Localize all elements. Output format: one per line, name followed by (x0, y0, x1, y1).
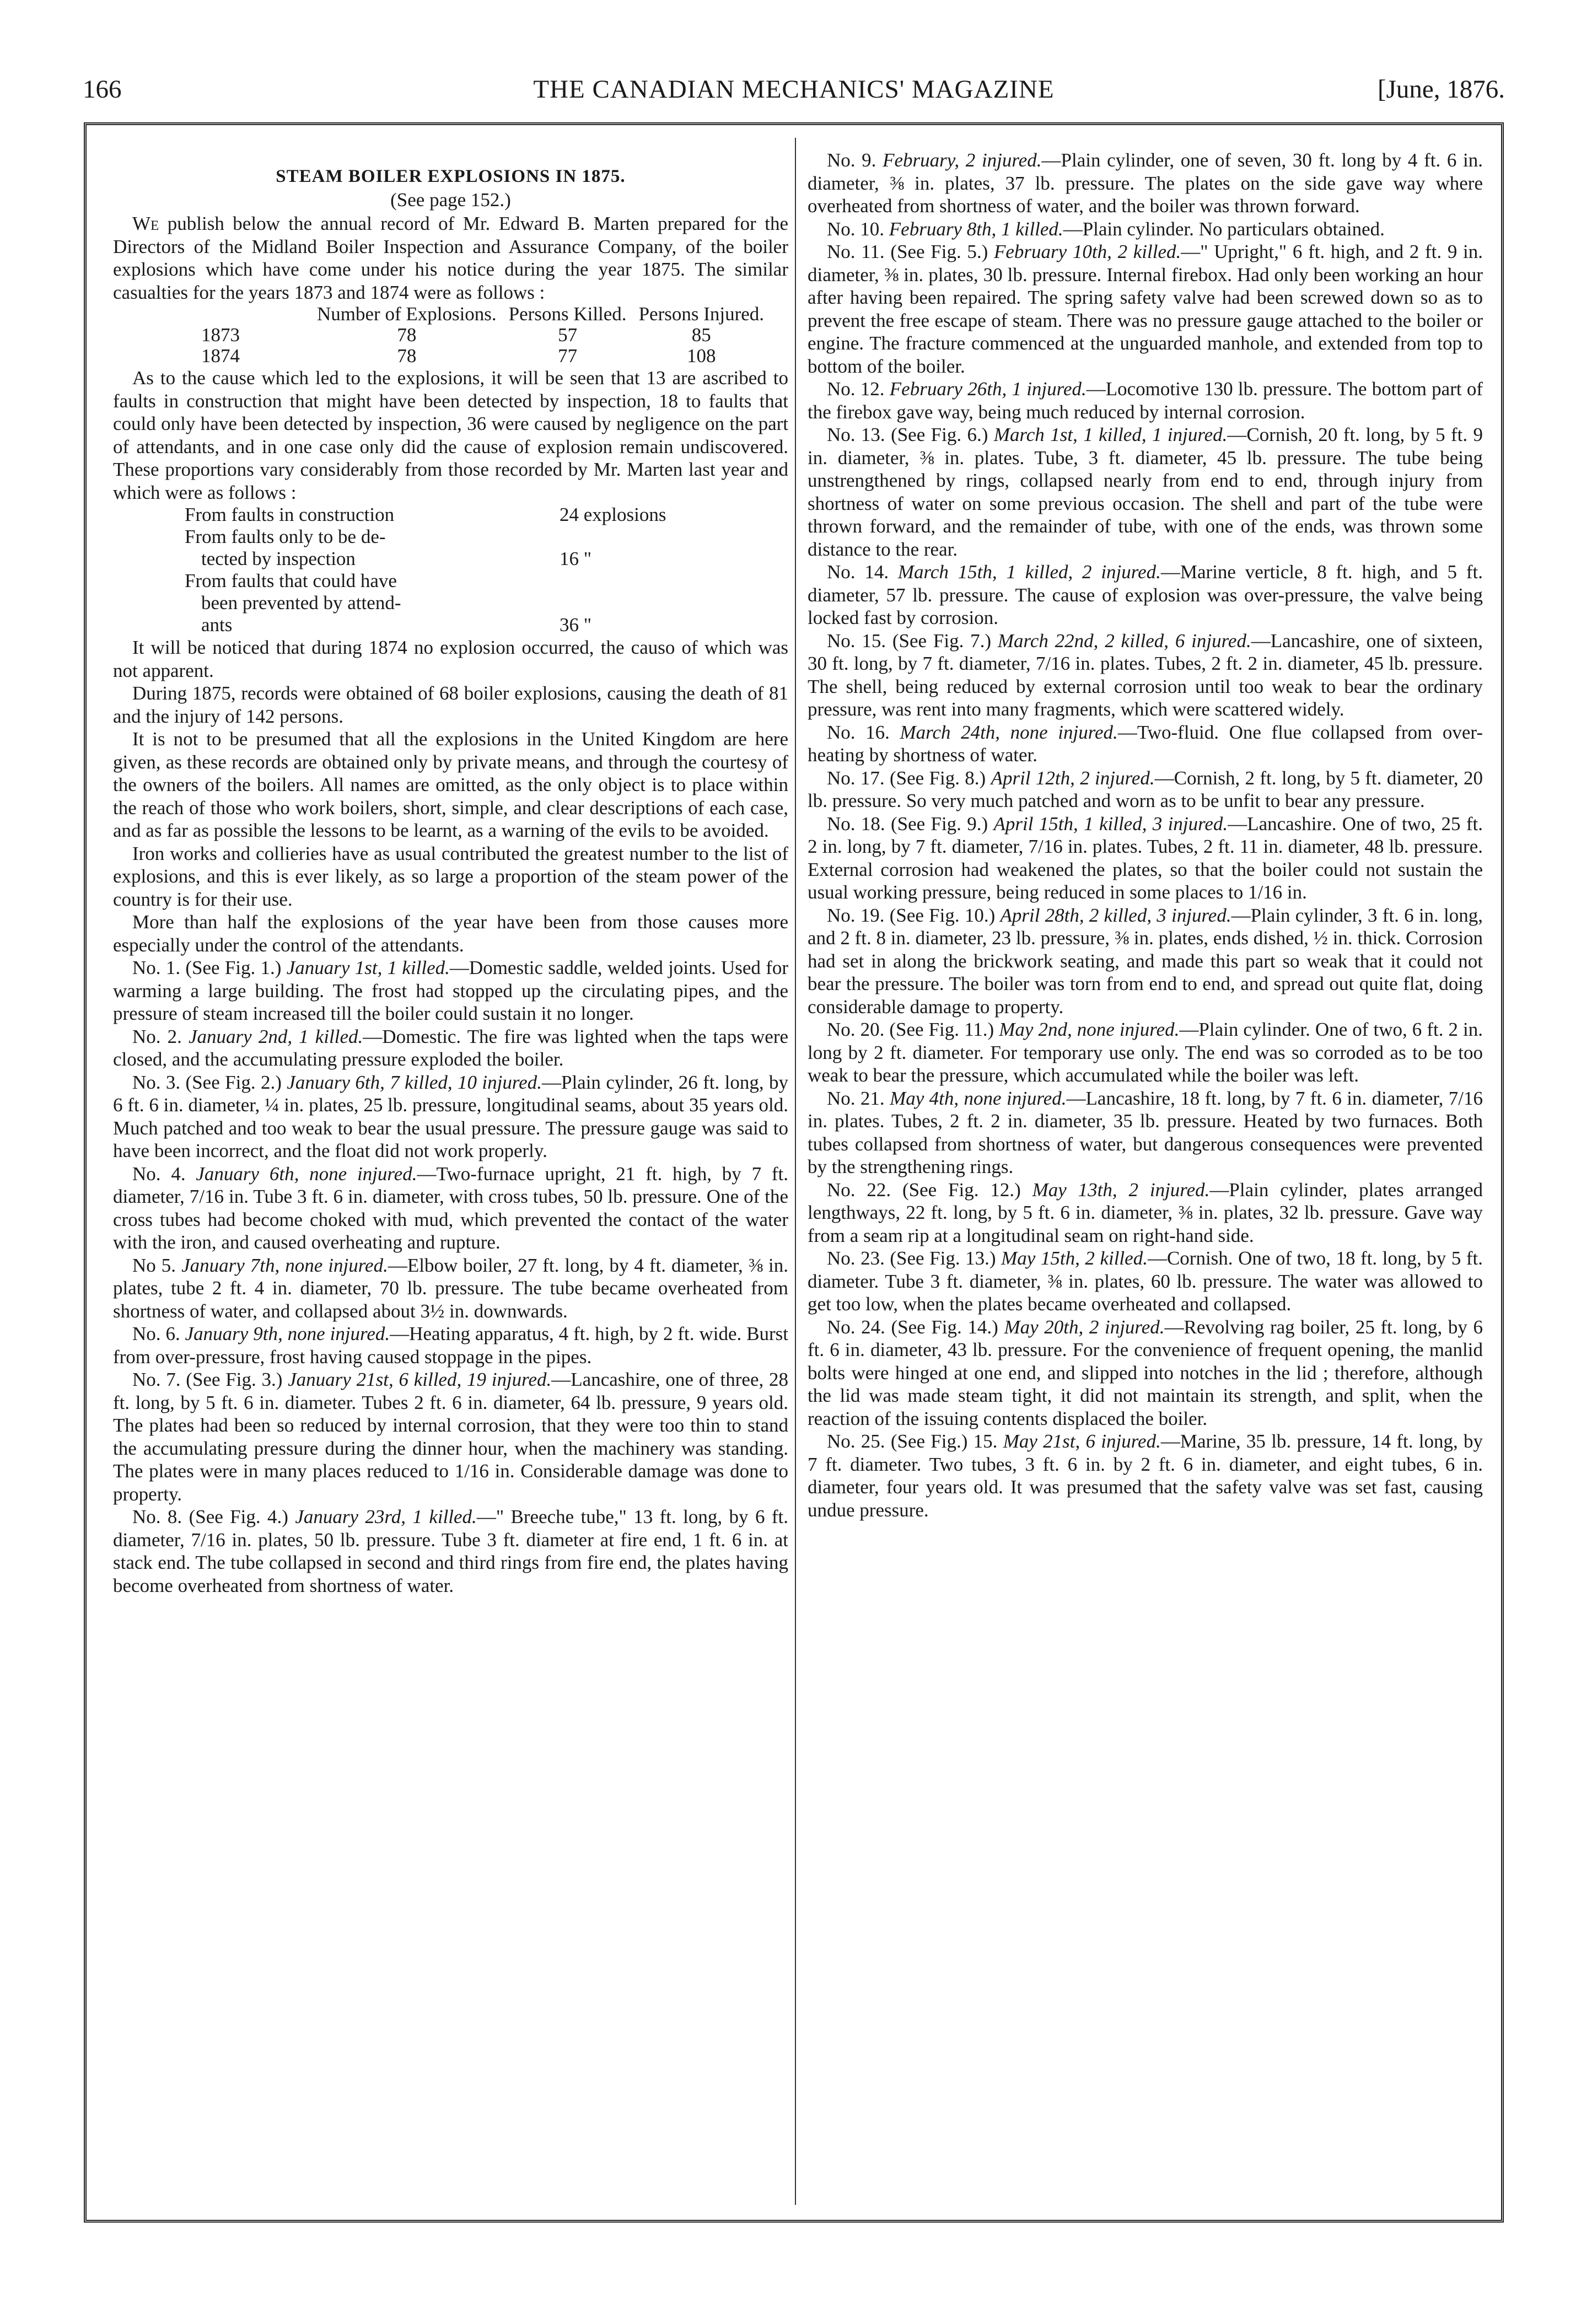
case-date-casualties: March 1st, 1 killed, 1 injured. (993, 424, 1228, 445)
case-entry (808, 813, 1483, 904)
case-entry (113, 1163, 788, 1254)
case-entry (113, 1071, 788, 1163)
case-number: No. 20. (See Fig. 11.) (827, 1019, 994, 1040)
cause-paragraph: As to the cause which led to the explosions, it will be seen that 13 are ascribed to faults in construction that might have been detected by inspection, 18 to faults that could only have been detected by inspection, 36 were caused by negligence on the part of attendants, and in one case only did the cause of explosion remain undiscovered. These proportions vary considerably from those recorded by Mr. Marten last year and which were as follows : (113, 367, 788, 503)
case-entry (808, 721, 1483, 767)
case-number: No. 1. (See Fig. 1.) (132, 957, 282, 978)
stats-header: Number of Explosions. (317, 303, 497, 325)
case-date-casualties: January 9th, none injured. (185, 1323, 390, 1344)
case-entry (113, 1322, 788, 1368)
stats-header: Persons Injured. (638, 303, 765, 325)
stats-killed: 57 (558, 324, 578, 346)
stats-killed: 77 (558, 345, 578, 367)
case-number: No. 25. (See Fig.) 15. (827, 1430, 998, 1452)
causes-row (185, 570, 666, 636)
case-number: No. 9. (827, 149, 876, 171)
case-number: No. 21. (827, 1087, 885, 1109)
stats-explosions: 78 (397, 345, 417, 367)
case-number: No. 11. (See Fig. 5.) (827, 241, 988, 262)
cause-label-line: ants (201, 614, 233, 636)
case-date-casualties: May 13th, 2 injured. (1032, 1179, 1210, 1201)
case-number: No. 19. (See Fig. 10.) (827, 904, 996, 926)
case-entry (808, 218, 1483, 241)
case-description: —Lancashire, 18 ft. long, by 7 ft. 6 in. diameter, 7/16 in. plates. Tubes, 2 ft. 2 in. diameter, 35 lb. pressure. Heated by two furnaces. Both tubes collapsed from shortness of water, but dangerous consequences were prevented by the strengthening rings. (808, 1087, 1483, 1177)
case-description: —Plain cylinder, one of seven, 30 ft. long by 4 ft. 6 in. diameter, ⅜ in. plates, 37 lb. pressure. The plates on the side gave way where overheated from shortness of water, and the boiler was thrown forward. (808, 149, 1483, 217)
case-entry (808, 240, 1483, 378)
column-divider (795, 138, 796, 2205)
stats-header: Persons Killed. (508, 303, 627, 325)
case-description: —Plain cylinder, 3 ft. 6 in. long, and 2 ft. 8 in. diameter, 23 lb. pressure, ⅜ in. plates, ends dished, ½ in. thick. Corrosion had set in along the brickwork seating, and made this part so weak that it could not bear the pressure. The boiler was torn from end to end, and spread out quite flat, doing considerable damage to property. (808, 904, 1483, 1018)
case-entry (808, 1430, 1483, 1521)
case-number: No. 7. (See Fig. 3.) (132, 1369, 283, 1390)
case-date-casualties: January 23rd, 1 killed. (295, 1506, 477, 1527)
case-description: —Plain cylinder, 26 ft. long, by 6 ft. 6 in. diameter, ¼ in. plates, 25 lb. pressure, longitudinal seams, about 35 years old. Much patched and too weak to bear the usual pressure. The pressure gauge was said to have been incorrect, and the float did not work properly. (113, 1071, 789, 1161)
case-description: —Domestic. The fire was lighted when the taps were closed, and the accumulating pressure exploded the boiler. (113, 1025, 789, 1070)
case-description: —Cornish. One of two, 18 ft. long, by 5 ft. diameter. Tube 3 ft. diameter, ⅜ in. plates, 60 lb. pressure. The water was allowed to get too low, when the plates became overheated and collapsed. (808, 1247, 1483, 1315)
cause-label-line: tected by inspection (201, 548, 356, 569)
case-number: No. 17. (See Fig. 8.) (827, 767, 986, 789)
body-paragraph: Iron works and collieries have as usual contributed the greatest number to the list of explosions, and this is ever likely, as so large a proportion of the steam power of the country is for their use. (113, 842, 788, 910)
case-date-casualties: February 10th, 2 killed. (994, 241, 1181, 262)
stats-year: 1873 (201, 324, 240, 346)
case-entry (808, 630, 1483, 721)
cause-label (185, 504, 560, 526)
case-description: —Revolving rag boiler, 25 ft. long, by 6 ft. 6 in. diameter, 43 lb. pressure. For the convenience of frequent opening, the manlid bolts were hinged at one end, and slipped into notches in the lid ; therefore, although the lid was made steam tight, it did not maintain its strength, and split, when the reaction of the issuing contents displaced the boiler. (808, 1316, 1483, 1429)
case-date-casualties: March 22nd, 2 killed, 6 injured. (997, 630, 1251, 652)
case-description: —Lancashire, one of three, 28 ft. long, by 5 ft. 6 in. diameter. Tubes 2 ft. 6 in. diameter, 64 lb. pressure, 9 years old. The plates had been so reduced by internal corrosion, that they were too thin to stand the accumulating pressure during the dinner hour, when the machinery was standing. The plates were in many places reduced to 1/16 in. Considerable damage was done to property. (113, 1369, 789, 1505)
case-description: —" Breeche tube," 13 ft. long, by 6 ft. diameter, 7/16 in. plates, 50 lb. pressure. Tube 3 ft. diameter at fire end, 1 ft. 6 in. at stack end. The tube collapsed in second and third rings from fire end, the plates having become overheated from shortness of water. (113, 1506, 788, 1596)
causes-row (185, 526, 666, 570)
case-date-casualties: May 4th, none injured. (890, 1087, 1067, 1109)
case-entry (113, 1025, 788, 1071)
case-date-casualties: May 21st, 6 injured. (1003, 1430, 1161, 1452)
case-number: No. 22. (See Fig. 12.) (827, 1179, 1021, 1201)
case-date-casualties: March 15th, 1 killed, 2 injured. (897, 561, 1161, 583)
intro-lead-word: We (132, 213, 159, 234)
intro-text: publish below the annual record of Mr. Edward B. Marten prepared for the Directors of the Midland Boiler Inspection and Assurance Company, of the boiler explosions which have come under his notice during the year 1875. The similar casualties for the years 1873 and 1874 were as follows : (113, 213, 789, 303)
article-title: STEAM BOILER EXPLOSIONS IN 1875. (276, 166, 626, 186)
case-number: No 5. (132, 1254, 176, 1276)
body-paragraph: It will be noticed that during 1874 no explosion occurred, the causo of which was not apparent. (113, 637, 788, 681)
case-date-casualties: January 6th, 7 killed, 10 injured. (287, 1071, 542, 1093)
cause-label (185, 526, 560, 570)
case-entry (808, 423, 1483, 561)
case-date-casualties: May 20th, 2 injured. (1004, 1316, 1165, 1338)
case-number: No. 12. (827, 378, 885, 400)
page-number: 166 (83, 75, 122, 104)
case-description: —Two-fluid. One flue collapsed from over-heating by shortness of water. (808, 721, 1483, 766)
case-date-casualties: May 15th, 2 killed. (1001, 1247, 1148, 1269)
case-entry (808, 561, 1483, 630)
cause-label-line: From faults in construction (185, 504, 395, 525)
case-description: —Cornish, 20 ft. long, by 5 ft. 9 in. diameter, ⅜ in. plates. Tube, 3 ft. diameter, 45 lb. pressure. The tube being unstrengthened by rings, collapsed nearly from end to end, through injury from shortness of water on some previous occasion. The shell and part of the tube were thrown forward, and the remainder of tube, with one of the ends, was thrown some distance to the rear. (808, 424, 1483, 560)
intro-paragraph (113, 212, 788, 304)
case-entry (808, 767, 1483, 813)
issue-date: [June, 1876. (1377, 75, 1505, 104)
stats-explosions: 78 (397, 324, 417, 346)
cause-value: 16 " (560, 548, 592, 569)
case-entry (808, 1018, 1483, 1087)
case-entry (808, 1316, 1483, 1430)
case-date-casualties: April 12th, 2 injured. (991, 767, 1155, 789)
case-entry (113, 1368, 788, 1505)
case-number: No. 3. (See Fig. 2.) (132, 1071, 282, 1093)
case-description: —Plain cylinder. No particulars obtained. (1063, 218, 1385, 240)
case-description: —Marine, 35 lb. pressure, 14 ft. long, by 7 ft. diameter. Two tubes, 3 ft. 6 in. by 2 ft. 6 in. diameter, and eight tubes, 6 in. diameter, four years old. It was presumed that the safety valve was set fast, causing undue pressure. (808, 1430, 1483, 1521)
stats-table (201, 304, 776, 367)
case-description: —Plain cylinder. One of two, 6 ft. 2 in. long by 2 ft. diameter. For temporary use only. The end was so corroded as to be too weak to bear the pressure, which accumulated while the boiler was left. (808, 1019, 1483, 1086)
cases-list-left (113, 956, 788, 1597)
case-number: No. 23. (See Fig. 13.) (827, 1247, 996, 1269)
body-paragraph: More than half the explosions of the year have been from those causes more especially under the control of the attendants. (113, 911, 788, 956)
case-date-casualties: January 2nd, 1 killed. (189, 1025, 363, 1047)
case-description: —Lancashire, one of sixteen, 30 ft. long, by 7 ft. diameter, 7/16 in. plates. Tubes, 2 ft. 2 in. diameter, 45 lb. pressure. The shell, being reduced by external corrosion until too weak to bear the ordinary pressure, was rent into many fragments, which were scattered widely. (808, 630, 1483, 720)
case-date-casualties: January 1st, 1 killed. (286, 957, 450, 978)
case-entry (113, 1505, 788, 1597)
case-number: No. 16. (827, 721, 890, 743)
case-entry (113, 1254, 788, 1323)
case-number: No. 24. (See Fig. 14.) (827, 1316, 998, 1338)
cause-label-line: From faults that could have (185, 570, 397, 591)
case-description: —Two-furnace upright, 21 ft. high, by 7 ft. diameter, 7/16 in. Tube 3 ft. 6 in. diameter, with cross tubes, 50 lb. pressure. One of the cross tubes had become choked with mud, which prevented the contact of the water with the iron, and caused overheating and rupture. (113, 1163, 789, 1253)
case-description: —Locomotive 130 lb. pressure. The bottom part of the firebox gave way, being much reduced by internal corrosion. (808, 378, 1483, 423)
stats-injured: 108 (687, 345, 716, 367)
stats-injured: 85 (691, 324, 711, 346)
stats-year: 1874 (201, 345, 240, 367)
case-date-casualties: January 7th, none injured. (181, 1254, 388, 1276)
case-number: No. 13. (See Fig. 6.) (827, 424, 988, 445)
case-description: —Heating apparatus, 4 ft. high, by 2 ft. wide. Burst from over-pressure, frost having caused stoppage in the pipes. (113, 1323, 788, 1368)
cause-label-line: been prevented by attend- (201, 592, 401, 614)
case-entry (808, 904, 1483, 1019)
case-date-casualties: March 24th, none injured. (900, 721, 1118, 743)
case-date-casualties: April 15th, 1 killed, 3 injured. (993, 813, 1228, 835)
case-entry (808, 149, 1483, 218)
cause-value: 24 explosions (560, 504, 666, 525)
case-number: No. 4. (132, 1163, 186, 1185)
left-column (113, 149, 788, 1597)
case-date-casualties: April 28th, 2 killed, 3 injured. (1000, 904, 1231, 926)
case-number: No. 10. (827, 218, 885, 240)
case-date-casualties: January 6th, none injured. (196, 1163, 417, 1185)
stats-header-row (201, 304, 776, 325)
case-number: No. 8. (See Fig. 4.) (132, 1506, 288, 1527)
case-number: No. 15. (See Fig. 7.) (827, 630, 992, 652)
case-description: —" Upright," 6 ft. high, and 2 ft. 9 in. diameter, ⅜ in. plates, 30 lb. pressure. Internal firebox. Had only been working an hour after having been repaired. The spring safety valve had been screwed down so as to prevent the free escape of steam. There was no pressure gauge attached to the boiler or engine. The fracture commenced at the unguarded manhole, and extended from top to bottom of the boiler. (808, 241, 1483, 377)
right-column (808, 149, 1483, 1521)
case-number: No. 6. (132, 1323, 180, 1344)
body-paragraph: It is not to be presumed that all the explosions in the United Kingdom are here given, as these records are obtained only by private means, and through the courtesy of the owners of the boilers. All names are omitted, as the only object is to place within the reach of those who work boilers, short, simple, and clear descriptions of each case, and as far as possible the lessons to be learnt, as a warning of the evils to be avoided. (113, 728, 788, 841)
case-date-casualties: January 21st, 6 killed, 19 injured. (288, 1369, 552, 1390)
case-date-casualties: May 2nd, none injured. (999, 1019, 1180, 1040)
case-description: —Lancashire. One of two, 25 ft. 2 in. long, by 7 ft. diameter, 7/16 in. plates. Tubes, 2 ft. 11 in. diameter, 48 lb. pressure. External corrosion had weakened the plates, so that the boiler could not sustain the usual working pressure, being reduced in some places to 1/16 in. (808, 813, 1483, 903)
body-paragraph: During 1875, records were obtained of 68 boiler explosions, causing the death of 81 and the injury of 142 persons. (113, 682, 788, 727)
case-entry (808, 1087, 1483, 1179)
case-description: —Domestic saddle, welded joints. Used for warming a large building. The frost had stopped up the circulating pipes, and the pressure of steam increased till the boiler could sustain it no longer. (113, 957, 789, 1024)
case-entry (113, 956, 788, 1025)
case-date-casualties: February 8th, 1 killed. (889, 218, 1063, 240)
cause-label (185, 570, 560, 636)
cases-list-right (808, 149, 1483, 1521)
case-number: No. 2. (132, 1025, 182, 1047)
case-entry (808, 1247, 1483, 1316)
stats-row (201, 325, 776, 346)
case-description: —Cornish, 2 ft. long, by 5 ft. diameter, 20 lb. pressure. So very much patched and worn as to be unfit to bear any pressure. (808, 767, 1483, 811)
case-description: —Plain cylinder, plates arranged lengthways, 22 ft. long, by 5 ft. 6 in. diameter, ⅜ in. plates, 32 lb. pressure. Gave way from a seam rip at a longitudinal seam on right-hand side. (808, 1179, 1483, 1246)
causes-row (185, 504, 666, 526)
case-number: No. 14. (827, 561, 889, 583)
cause-value: 36 " (560, 614, 592, 636)
case-entry (808, 1179, 1483, 1247)
cause-label-line: From faults only to be de- (185, 526, 386, 547)
magazine-title: THE CANADIAN MECHANICS' MAGAZINE (533, 75, 1055, 104)
case-date-casualties: February, 2 injured. (883, 149, 1042, 171)
page-header (83, 74, 1505, 113)
case-description: —Elbow boiler, 27 ft. long, by 4 ft. diameter, ⅜ in. plates, tube 2 ft. 4 in. diameter, 70 lb. pressure. The tube became overheated from shortness of water, and collapsed about 3½ in. downwards. (113, 1254, 789, 1322)
case-description: —Marine verticle, 8 ft. high, and 5 ft. diameter, 57 lb. pressure. The cause of explosion was over-pressure, the valve being locked fast by corrosion. (808, 561, 1483, 628)
case-date-casualties: February 26th, 1 injured. (889, 378, 1087, 400)
case-entry (808, 378, 1483, 423)
article-subtitle: (See page 152.) (390, 189, 511, 211)
causes-table (185, 504, 666, 636)
stats-row (201, 346, 776, 367)
case-number: No. 18. (See Fig. 9.) (827, 813, 988, 835)
